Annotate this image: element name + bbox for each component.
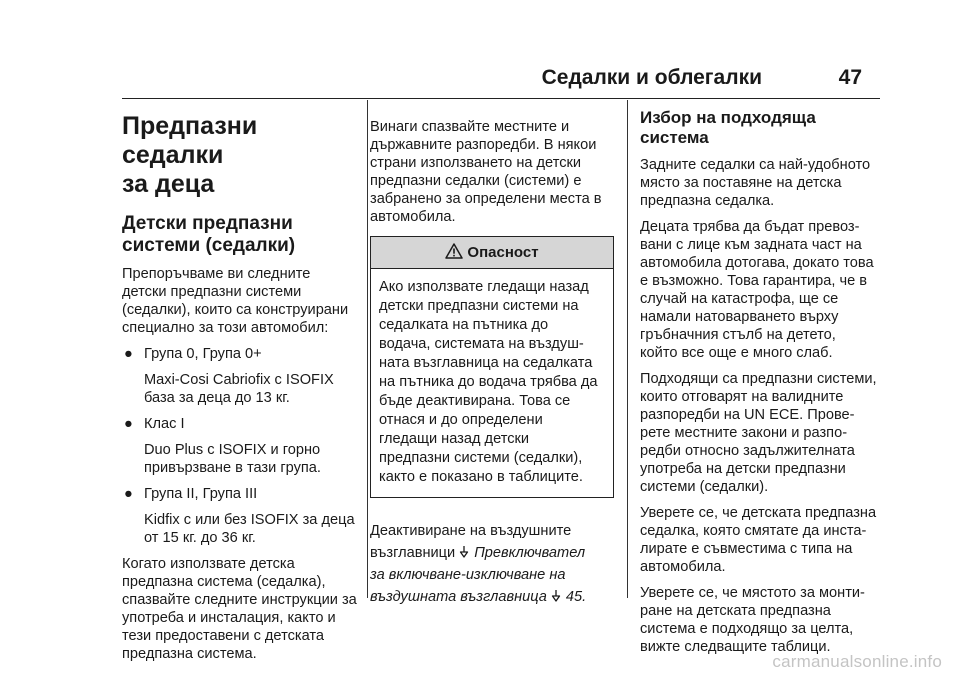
bullet-icon: ● [124,486,133,502]
text-line: гледащи назад детски [379,431,530,447]
text-line: от 15 кг. до 36 кг. [144,530,256,546]
column-divider-right [627,100,628,598]
reference-link[interactable]: за включване-изключване на [370,567,566,583]
text-line: (седалки), които са конструирани [122,302,349,318]
bullet-item [122,415,362,433]
column-3 [640,108,885,656]
text-line: предпазна система (седалка), [122,574,326,590]
bullet-icon: ● [124,346,133,362]
text-line: автомобила дотогава, докато това [640,255,874,271]
text-line: водача, системата на въздуш- [379,336,584,352]
text-line: предпазна система. [122,646,257,662]
running-header-title: Седалки и облегалки [541,66,762,89]
text-line: детски предпазни системи на [379,298,579,314]
text-line: държавните разпоредби. В някои [370,137,597,153]
paragraph [640,370,885,496]
text-line: бъде деактивирана. Това се [379,393,571,409]
page-number: 47 [838,66,862,89]
subsection-title-line-2: системи (седалки) [122,235,296,256]
text-line: намали натоварването върху [640,309,839,325]
text-line: привързване в тази група. [144,460,321,476]
column-1 [122,104,362,663]
text-line: системи (седалки). [640,479,769,495]
text-line: разпоредби на UN ECE. Прове- [640,407,855,423]
section-title-line-1: Предпазни седалки [122,112,258,169]
column-divider-left [367,100,368,598]
text-line: Duo Plus с ISOFIX и горно [144,442,321,458]
text-line: случай на катастрофа, ще се [640,291,839,307]
bullet-detail [122,511,362,547]
text-line: предпазни седалки (системи) е [370,173,582,189]
text-line: детски предпазни системи [122,284,302,300]
text-line: отнася и до определени [379,412,543,428]
warning-header [371,237,613,269]
text-line: Maxi-Cosi Cabriofix с ISOFIX [144,372,334,388]
text-line: употреба на детски предпазни [640,461,846,477]
bullet-item [122,345,362,363]
text-line: Kidfix с или без ISOFIX за деца [144,512,355,528]
header-rule [122,98,880,99]
text-line: лирате е съвместима с типа на [640,541,853,557]
text-line: автомобила. [640,559,726,575]
text-line: автомобила. [370,209,456,225]
bullet-icon: ● [124,416,133,432]
bullet-detail [122,371,362,407]
warning-triangle-icon [445,243,463,259]
warning-box [370,236,614,498]
text-line: спазвайте следните инструкции за [122,592,357,608]
text-line: вижте следващите таблици. [640,639,831,655]
text-line: рете местните закони и разпо- [640,425,848,441]
text-line: страни използването на детски [370,155,582,171]
text-line: който все още е много слаб. [640,345,833,361]
text-line: е възможно. Това гарантира, че в [640,273,868,289]
bullet-label: Група 0, Група 0+ [144,346,262,362]
bullet-label: Клас I [144,416,185,432]
bullet-detail [122,441,362,477]
closing-paragraph [122,555,362,663]
text-line: Задните седалки са най-удобното [640,157,871,173]
text-line: Децата трябва да бъдат превоз- [640,219,860,235]
text-line: възглавници [370,545,456,561]
text-line: предпазни системи (седалки), [379,450,583,466]
intro-paragraph [122,265,362,337]
text-line: както е показано в таблиците. [379,469,583,485]
text-line: Уверете се, че мястото за монти- [640,585,865,601]
text-line: гръбначния стълб на детето, [640,327,836,343]
text-line: тези предоставени с детската [122,628,325,644]
page-reference-icon [550,589,562,602]
text-line: Когато използвате детска [122,556,295,572]
text-line: Винаги спазвайте местните и [370,119,570,135]
text-line: седалка, която смятате да инста- [640,523,867,539]
section-title [122,112,362,199]
text-line: ната възглавница на седалката [379,355,593,371]
choosing-system-heading: Избор на подходяща система [640,108,816,147]
warning-heading: Опасност [467,244,539,261]
text-line: Препоръчваме ви следните [122,266,311,282]
paragraph [640,504,885,576]
text-line: специално за този автомобил: [122,320,329,336]
text-line: база за деца до 13 кг. [144,390,290,406]
airbag-deactivation-reference [370,520,614,608]
paragraph [640,156,885,210]
text-line: място за поставяне на детска [640,175,842,191]
page-reference-icon [458,545,470,558]
reference-page-number[interactable]: 45. [565,589,587,605]
text-line: които отговарят на валидните [640,389,844,405]
text-line: употреба и инсталация, както и [122,610,336,626]
text-line: на пътника до водача трябва да [379,374,598,390]
text-line: Деактивиране на въздушните [370,523,572,539]
regulations-paragraph [370,118,614,226]
section-title-line-2: за деца [122,170,215,198]
text-line: Уверете се, че детската предпазна [640,505,877,521]
text-line: редби относно задължителната [640,443,855,459]
watermark: carmanualsonline.info [772,652,942,671]
reference-link[interactable]: Превключвател [474,545,586,561]
paragraph [640,218,885,362]
text-line: Ако използвате гледащи назад [379,279,589,295]
text-line: Подходящи са предпазни системи, [640,371,877,387]
text-line: седалката на пътника до [379,317,549,333]
bullet-item [122,485,362,503]
text-line: ране на детската предпазна [640,603,831,619]
warning-text [371,269,613,497]
text-line: забранено за определени места в [370,191,602,207]
reference-link[interactable]: въздушната възглавница [370,589,547,605]
text-line: система е подходящо за целта, [640,621,854,637]
column-2 [370,118,614,608]
subsection-title [122,213,362,257]
paragraph [640,584,885,656]
subsection-title-line-1: Детски предпазни [122,213,293,234]
text-line: предпазна седалка. [640,193,775,209]
text-line: вани с лице към задната част на [640,237,862,253]
bullet-label: Група II, Група III [144,486,258,502]
